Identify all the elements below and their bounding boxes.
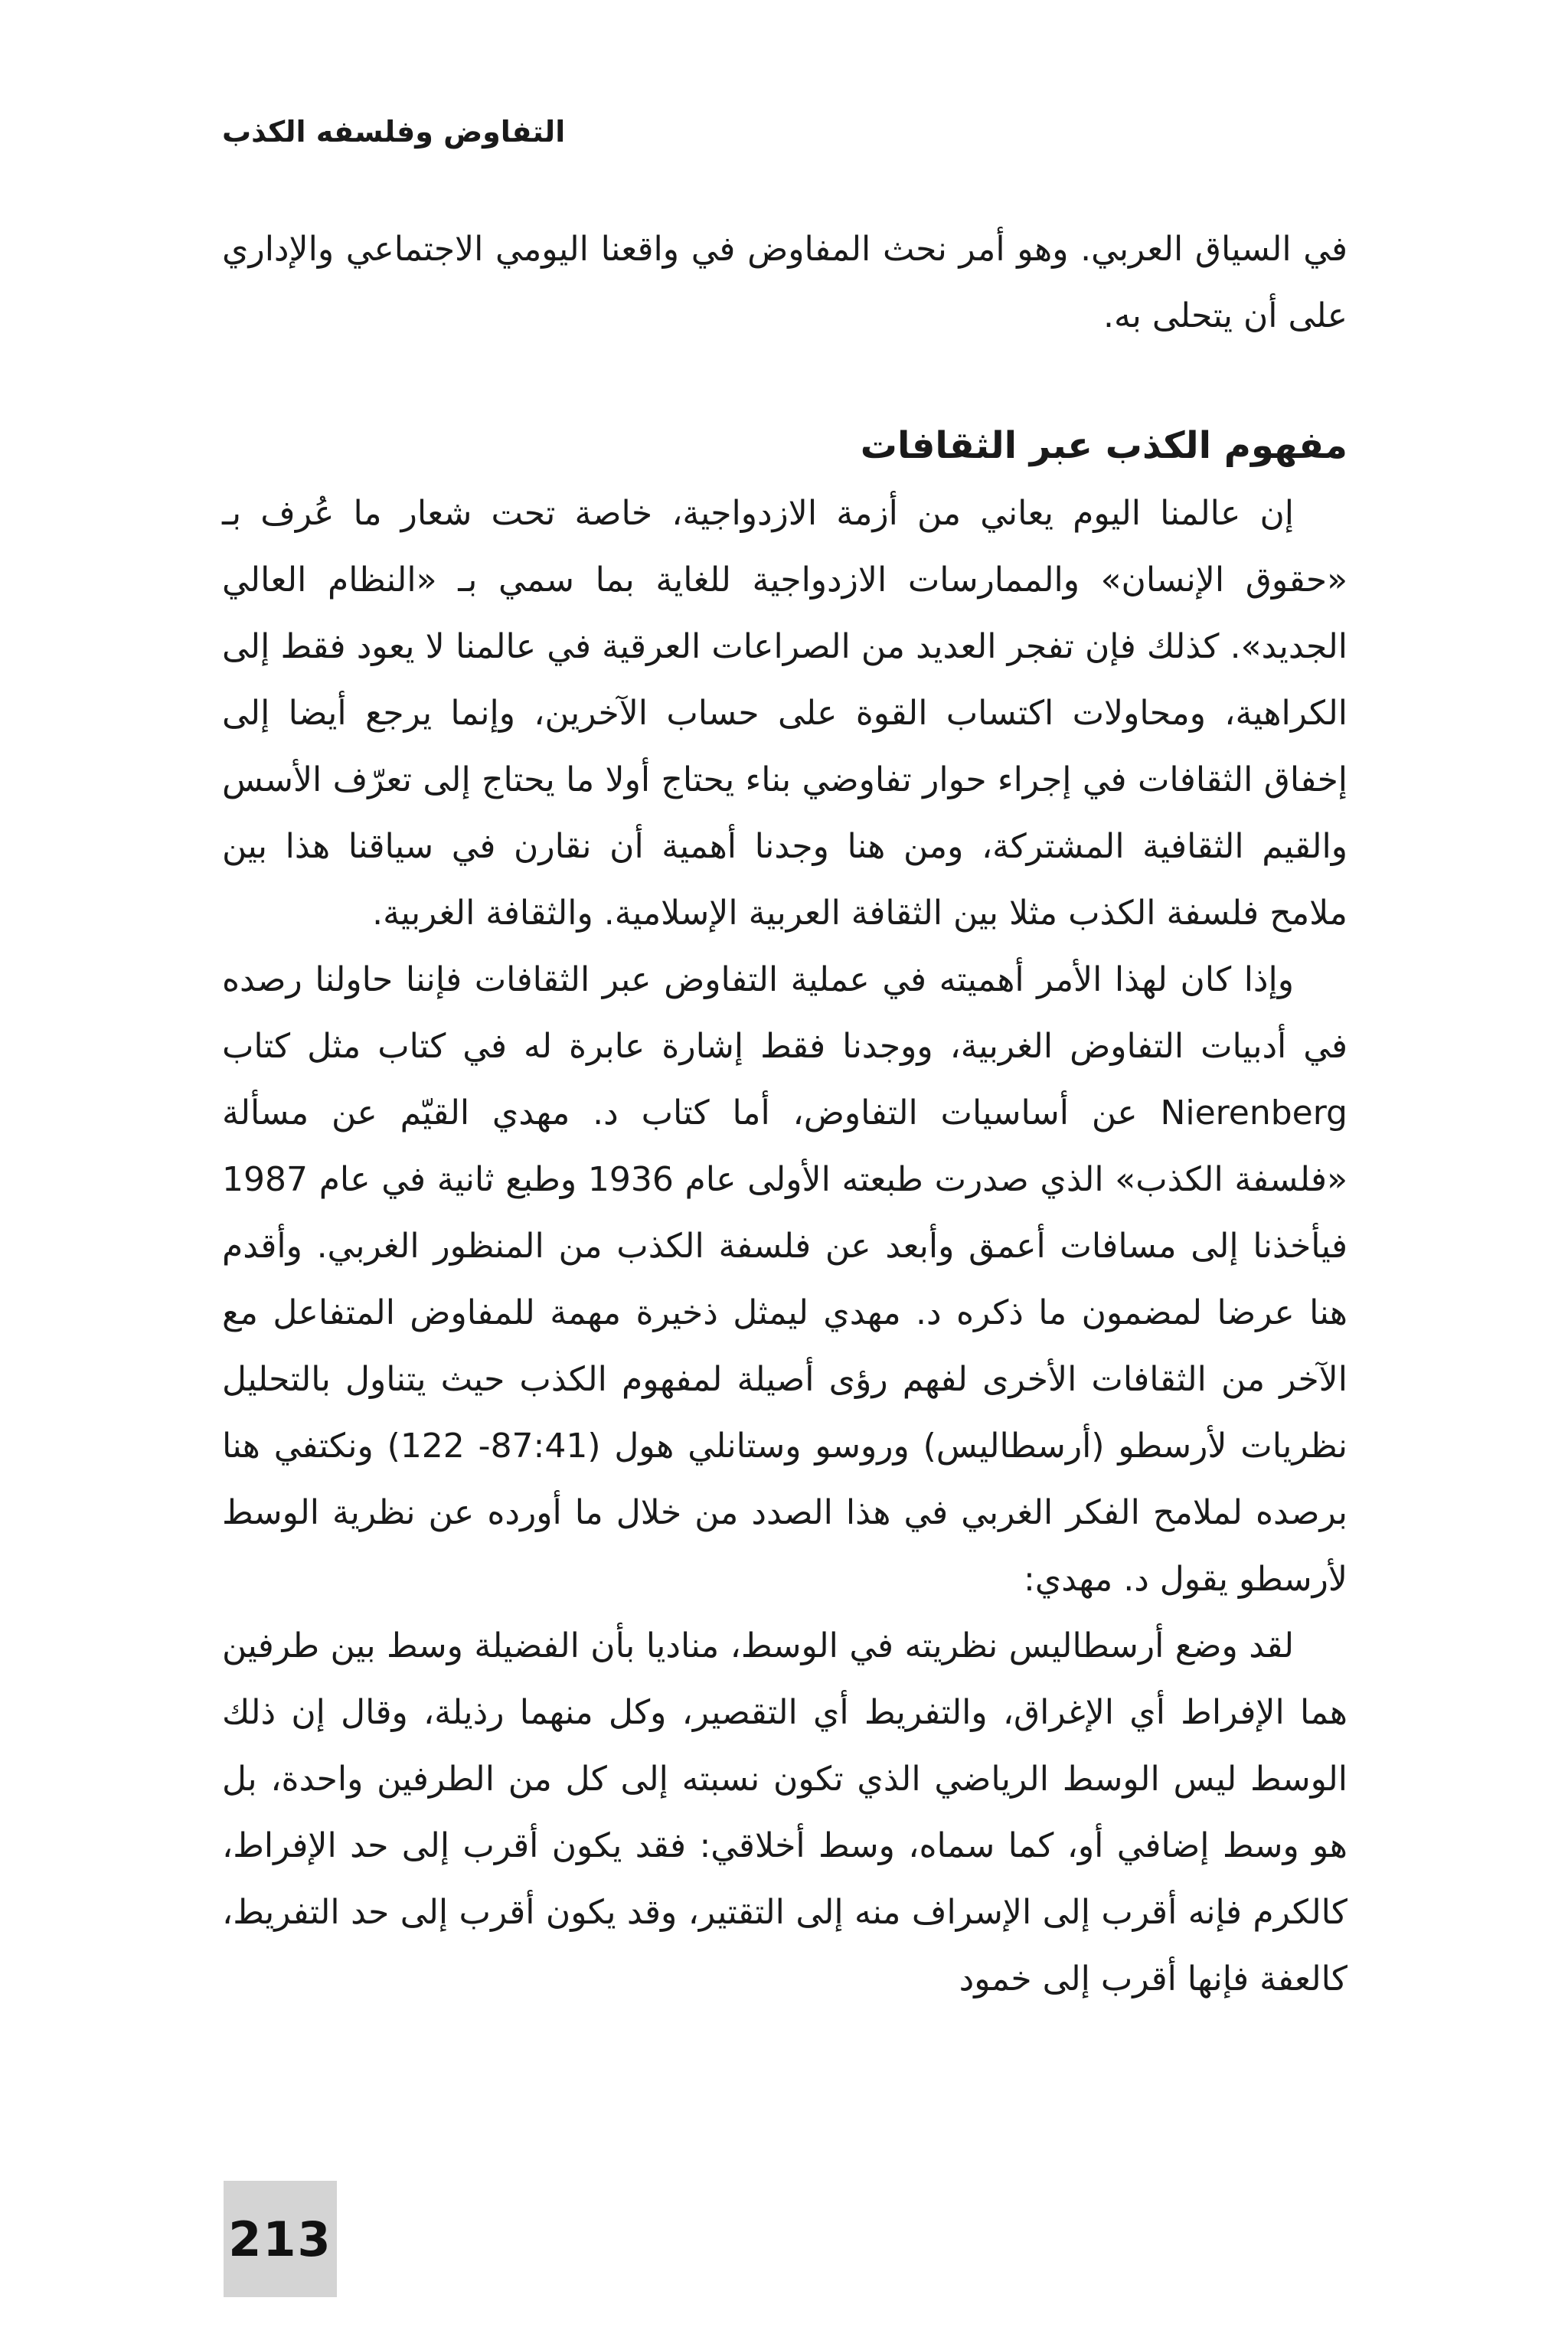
body-paragraph-1: إن عالمنا اليوم يعاني من أزمة الازدواجية، خاصة تحت شعار ما عُرف بـ «حقوق الإنسان» والممارسات الازدواجية للغاية بما سمي بـ «النظام العالي الجديد». كذلك فإن تفجر العديد من الصراعات العرقية في عالمنا لا يعود فقط إلى الكراهية، ومحاولات اكتساب القوة على حساب الآخرين، وإنما يرجع أيضا إلى إخفاق الثقافات في إجراء حوار تفاوضي بناء يحتاج أولا ما يحتاج إلى تعرّف الأسس والقيم الثقافية المشتركة، ومن هنا وجدنا أهمية أن نقارن في سياقنا هذا بين ملامح فلسفة الكذب مثلا بين الثقافة العربية الإسلامية. والثقافة الغربية.	[222, 494, 1348, 933]
intro-paragraph: في السياق العربي. وهو أمر نحث المفاوض في واقعنا اليومي الاجتماعي والإداري على أن يتحلى به.	[222, 230, 1348, 335]
running-header-title: التفاوض وفلسفه الكذب	[222, 115, 566, 149]
page-body	[222, 216, 1348, 2012]
section-heading: مفهوم الكذب عبر الثقافات	[860, 424, 1348, 467]
body-paragraph-2: وإذا كان لهذا الأمر أهميته في عملية التفاوض عبر الثقافات فإننا حاولنا رصده في أدبيات التفاوض الغربية، ووجدنا فقط إشارة عابرة له في كتاب مثل كتاب Nierenberg عن أساسيات التفاوض، أما كتاب د. مهدي القيّم عن مسألة «فلسفة الكذب» الذي صدرت طبعته الأولى عام 1936 وطبع ثانية في عام 1987 فيأخذنا إلى مسافات أعمق وأبعد عن فلسفة الكذب من المنظور الغربي. وأقدم هنا عرضا لمضمون ما ذكره د. مهدي ليمثل ذخيرة مهمة للمفاوض المتفاعل مع الآخر من الثقافات الأخرى لفهم رؤى أصيلة لمفهوم الكذب حيث يتناول بالتحليل نظريات لأرسطو (أرسطاليس) وروسو وستانلي هول (87:41- 122) ونكتفي هنا برصده لملامح الفكر الغربي في هذا الصدد من خلال ما أورده عن نظرية الوسط لأرسطو يقول د. مهدي:	[222, 960, 1348, 1599]
page-number: 213	[228, 2211, 332, 2267]
page-number-box	[224, 2181, 337, 2297]
quoted-paragraph: لقد وضع أرسطاليس نظريته في الوسط، مناديا بأن الفضيلة وسط بين طرفين هما الإفراط أي الإغراق، والتفريط أي التقصير، وكل منهما رذيلة، وقال إن ذلك الوسط ليس الوسط الرياضي الذي تكون نسبته إلى كل من الطرفين واحدة، بل هو وسط إضافي أو، كما سماه، وسط أخلاقي: فقد يكون أقرب إلى حد الإفراط، كالكرم فإنه أقرب إلى الإسراف منه إلى التقتير، وقد يكون أقرب إلى حد التفريط، كالعفة فإنها أقرب إلى خمود	[222, 1626, 1348, 1999]
